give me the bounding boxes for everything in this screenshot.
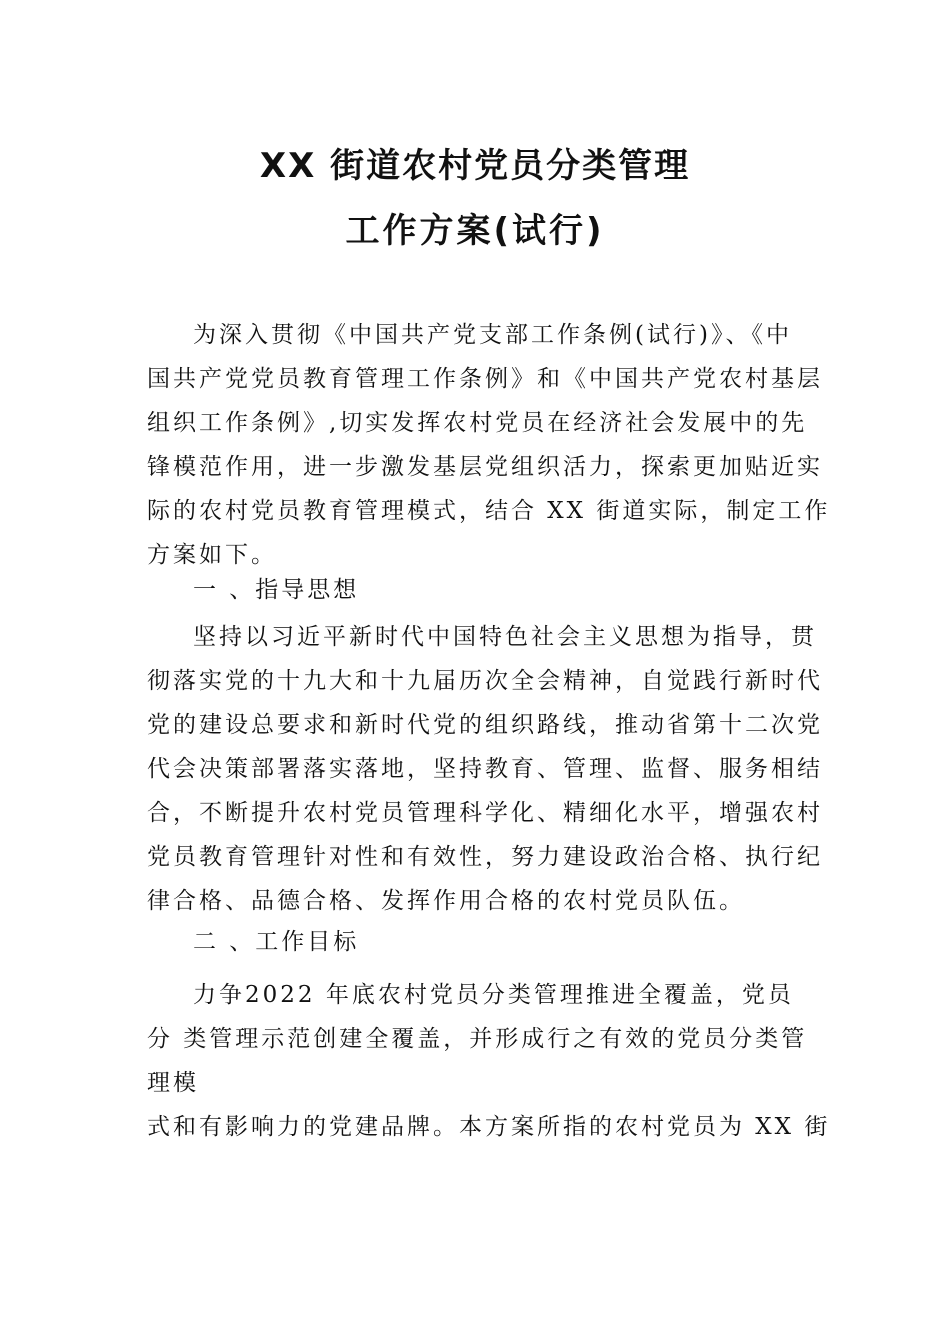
text-line: 代会决策部署落实落地，坚持教育、管理、监督、服务相结	[147, 756, 823, 782]
text-line: 合，不断提升农村党员管理科学化、精细化水平，增强农村	[147, 800, 823, 826]
text-line: 际的农村党员教育管理模式，结合 XX 街道实际，制定工作	[147, 498, 831, 524]
text-line: 坚持以习近平新时代中国特色社会主义思想为指导，贯	[193, 624, 817, 650]
section1-paragraph	[147, 615, 823, 923]
section-heading-text: 二 、工作目标	[193, 929, 360, 955]
section-heading-1	[147, 568, 807, 612]
text-line: 理模	[147, 1070, 199, 1096]
text-line: 律合格、品德合格、发挥作用合格的农村党员队伍。	[147, 888, 745, 914]
document-title-line1: XX 街道农村党员分类管理	[259, 146, 691, 186]
text-line: 方案如下。	[147, 542, 277, 568]
text-line: 为深入贯彻《中国共产党支部工作条例(试行)》、《中	[193, 322, 792, 348]
section-heading-text: 一 、指导思想	[193, 577, 360, 603]
text-line: 式和有影响力的党建品牌。本方案所指的农村党员为 XX 街	[147, 1114, 831, 1140]
text-line: 锋模范作用，进一步激发基层党组织活力，探索更加贴近实	[147, 454, 823, 480]
text-line: 组织工作条例》,切实发挥农村党员在经济社会发展中的先	[147, 410, 808, 436]
section-heading-2	[147, 920, 807, 964]
text-line: 党的建设总要求和新时代党的组织路线，推动省第十二次党	[147, 712, 823, 738]
section2-paragraph	[147, 973, 831, 1149]
text-line: 党员教育管理针对性和有效性，努力建设政治合格、执行纪	[147, 844, 823, 870]
intro-paragraph	[147, 313, 831, 577]
text-line: 国共产党党员教育管理工作条例》和《中国共产党农村基层	[147, 366, 823, 392]
text-line: 彻落实党的十九大和十九届历次全会精神，自觉践行新时代	[147, 668, 823, 694]
text-line: 分 类管理示范创建全覆盖，并形成行之有效的党员分类管	[147, 1026, 808, 1052]
document-title-line2: 工作方案(试行)	[345, 211, 605, 251]
text-line: 力争2022 年底农村党员分类管理推进全覆盖，党员	[193, 982, 794, 1008]
